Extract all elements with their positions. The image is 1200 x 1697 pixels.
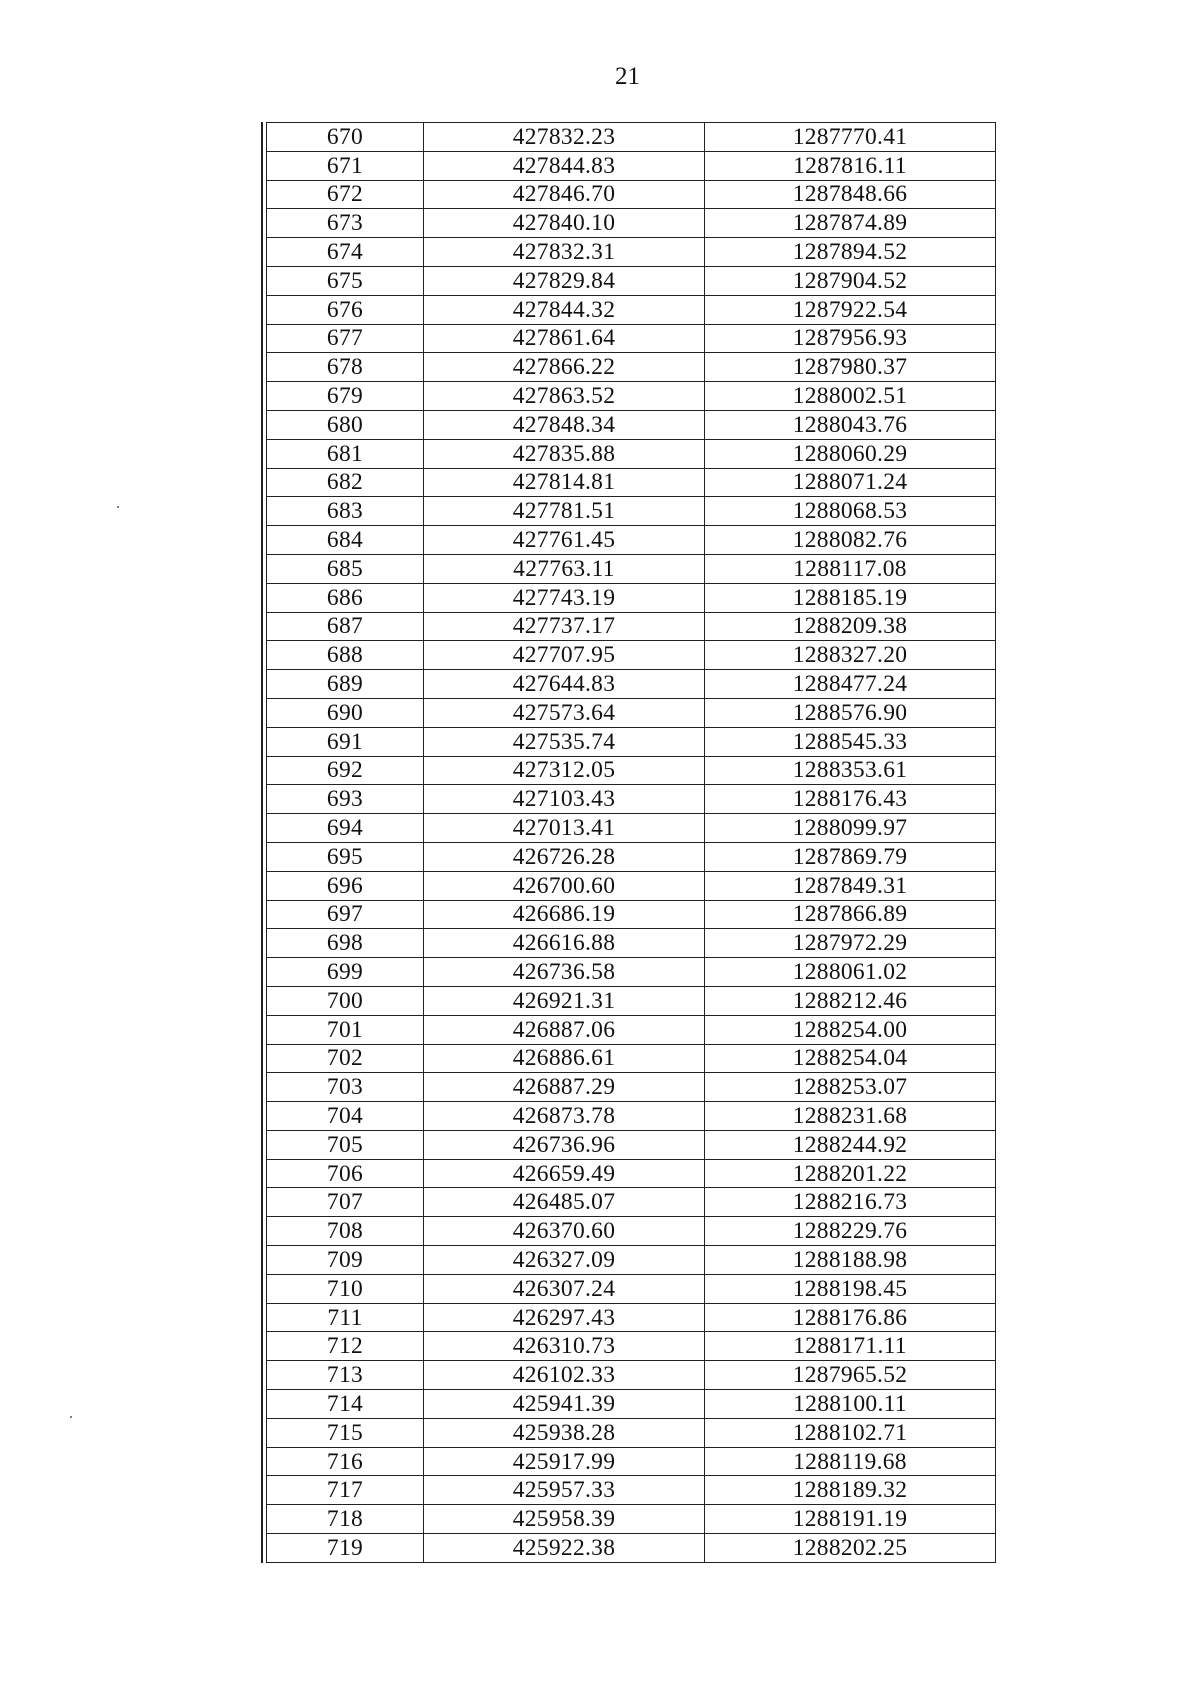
x-coordinate-cell: 426873.78	[424, 1102, 705, 1131]
x-coordinate-cell: 427861.64	[424, 324, 705, 353]
table-row	[267, 612, 996, 641]
scan-speck	[117, 506, 119, 508]
coordinates-table	[266, 122, 996, 1563]
y-coordinate-cell: 1287972.29	[705, 929, 996, 958]
point-number-cell: 673	[267, 209, 424, 238]
point-number-cell: 678	[267, 353, 424, 382]
table-row	[267, 1447, 996, 1476]
table-row	[267, 180, 996, 209]
y-coordinate-cell: 1288244.92	[705, 1130, 996, 1159]
x-coordinate-cell: 426370.60	[424, 1217, 705, 1246]
x-coordinate-cell: 425957.33	[424, 1476, 705, 1505]
point-number-cell: 706	[267, 1159, 424, 1188]
x-coordinate-cell: 426726.28	[424, 842, 705, 871]
point-number-cell: 700	[267, 986, 424, 1015]
y-coordinate-cell: 1287894.52	[705, 238, 996, 267]
y-coordinate-cell: 1288254.04	[705, 1044, 996, 1073]
point-number-cell: 692	[267, 756, 424, 785]
point-number-cell: 671	[267, 151, 424, 180]
y-coordinate-cell: 1287980.37	[705, 353, 996, 382]
table-row	[267, 814, 996, 843]
x-coordinate-cell: 425922.38	[424, 1534, 705, 1563]
y-coordinate-cell: 1287849.31	[705, 871, 996, 900]
y-coordinate-cell: 1288117.08	[705, 554, 996, 583]
table-row	[267, 1361, 996, 1390]
x-coordinate-cell: 426887.29	[424, 1073, 705, 1102]
point-number-cell: 715	[267, 1418, 424, 1447]
point-number-cell: 698	[267, 929, 424, 958]
x-coordinate-cell: 425917.99	[424, 1447, 705, 1476]
x-coordinate-cell: 427644.83	[424, 670, 705, 699]
y-coordinate-cell: 1288545.33	[705, 727, 996, 756]
x-coordinate-cell: 427863.52	[424, 382, 705, 411]
table-row	[267, 1102, 996, 1131]
table-row	[267, 468, 996, 497]
x-coordinate-cell: 427848.34	[424, 410, 705, 439]
x-coordinate-cell: 427573.64	[424, 698, 705, 727]
point-number-cell: 703	[267, 1073, 424, 1102]
x-coordinate-cell: 427832.31	[424, 238, 705, 267]
table-row	[267, 1044, 996, 1073]
point-number-cell: 685	[267, 554, 424, 583]
table-row	[267, 410, 996, 439]
x-coordinate-cell: 427013.41	[424, 814, 705, 843]
y-coordinate-cell: 1288212.46	[705, 986, 996, 1015]
table-row	[267, 986, 996, 1015]
point-number-cell: 719	[267, 1534, 424, 1563]
table-row	[267, 871, 996, 900]
x-coordinate-cell: 427763.11	[424, 554, 705, 583]
table-row	[267, 497, 996, 526]
table-row	[267, 1015, 996, 1044]
table-row	[267, 785, 996, 814]
y-coordinate-cell: 1287922.54	[705, 295, 996, 324]
x-coordinate-cell: 426297.43	[424, 1303, 705, 1332]
y-coordinate-cell: 1288060.29	[705, 439, 996, 468]
y-coordinate-cell: 1288119.68	[705, 1447, 996, 1476]
point-number-cell: 674	[267, 238, 424, 267]
point-number-cell: 681	[267, 439, 424, 468]
table-row	[267, 1534, 996, 1563]
x-coordinate-cell: 427761.45	[424, 526, 705, 555]
y-coordinate-cell: 1288102.71	[705, 1418, 996, 1447]
point-number-cell: 694	[267, 814, 424, 843]
y-coordinate-cell: 1287770.41	[705, 123, 996, 152]
point-number-cell: 709	[267, 1246, 424, 1275]
table-row	[267, 554, 996, 583]
x-coordinate-cell: 427737.17	[424, 612, 705, 641]
y-coordinate-cell: 1288191.19	[705, 1505, 996, 1534]
x-coordinate-cell: 426307.24	[424, 1274, 705, 1303]
y-coordinate-cell: 1287866.89	[705, 900, 996, 929]
table-row	[267, 1073, 996, 1102]
point-number-cell: 714	[267, 1390, 424, 1419]
y-coordinate-cell: 1288353.61	[705, 756, 996, 785]
y-coordinate-cell: 1288253.07	[705, 1073, 996, 1102]
table-row	[267, 1476, 996, 1505]
point-number-cell: 670	[267, 123, 424, 152]
y-coordinate-cell: 1288099.97	[705, 814, 996, 843]
x-coordinate-cell: 426700.60	[424, 871, 705, 900]
point-number-cell: 710	[267, 1274, 424, 1303]
table-row	[267, 698, 996, 727]
x-coordinate-cell: 427844.32	[424, 295, 705, 324]
x-coordinate-cell: 425941.39	[424, 1390, 705, 1419]
y-coordinate-cell: 1288189.32	[705, 1476, 996, 1505]
point-number-cell: 689	[267, 670, 424, 699]
point-number-cell: 679	[267, 382, 424, 411]
coordinates-table-body	[267, 123, 996, 1563]
table-row	[267, 641, 996, 670]
x-coordinate-cell: 426616.88	[424, 929, 705, 958]
y-coordinate-cell: 1288082.76	[705, 526, 996, 555]
x-coordinate-cell: 426921.31	[424, 986, 705, 1015]
y-coordinate-cell: 1288171.11	[705, 1332, 996, 1361]
y-coordinate-cell: 1288229.76	[705, 1217, 996, 1246]
point-number-cell: 680	[267, 410, 424, 439]
y-coordinate-cell: 1288216.73	[705, 1188, 996, 1217]
table-row	[267, 1505, 996, 1534]
y-coordinate-cell: 1288576.90	[705, 698, 996, 727]
table-row	[267, 1390, 996, 1419]
x-coordinate-cell: 427743.19	[424, 583, 705, 612]
table-row	[267, 151, 996, 180]
x-coordinate-cell: 426327.09	[424, 1246, 705, 1275]
table-row	[267, 439, 996, 468]
x-coordinate-cell: 425938.28	[424, 1418, 705, 1447]
y-coordinate-cell: 1287874.89	[705, 209, 996, 238]
point-number-cell: 693	[267, 785, 424, 814]
table-row	[267, 1303, 996, 1332]
table-row	[267, 209, 996, 238]
point-number-cell: 683	[267, 497, 424, 526]
x-coordinate-cell: 425958.39	[424, 1505, 705, 1534]
x-coordinate-cell: 427707.95	[424, 641, 705, 670]
table-row	[267, 727, 996, 756]
table-row	[267, 1217, 996, 1246]
x-coordinate-cell: 426886.61	[424, 1044, 705, 1073]
y-coordinate-cell: 1288176.43	[705, 785, 996, 814]
y-coordinate-cell: 1288068.53	[705, 497, 996, 526]
x-coordinate-cell: 426102.33	[424, 1361, 705, 1390]
point-number-cell: 717	[267, 1476, 424, 1505]
table-row	[267, 1159, 996, 1188]
table-row	[267, 353, 996, 382]
point-number-cell: 687	[267, 612, 424, 641]
x-coordinate-cell: 427814.81	[424, 468, 705, 497]
point-number-cell: 696	[267, 871, 424, 900]
y-coordinate-cell: 1288061.02	[705, 958, 996, 987]
x-coordinate-cell: 426659.49	[424, 1159, 705, 1188]
table-row	[267, 324, 996, 353]
x-coordinate-cell: 427535.74	[424, 727, 705, 756]
x-coordinate-cell: 426736.96	[424, 1130, 705, 1159]
point-number-cell: 684	[267, 526, 424, 555]
scan-speck	[70, 1416, 72, 1418]
table-row	[267, 1274, 996, 1303]
point-number-cell: 705	[267, 1130, 424, 1159]
y-coordinate-cell: 1287956.93	[705, 324, 996, 353]
point-number-cell: 708	[267, 1217, 424, 1246]
x-coordinate-cell: 427312.05	[424, 756, 705, 785]
y-coordinate-cell: 1287848.66	[705, 180, 996, 209]
x-coordinate-cell: 427829.84	[424, 266, 705, 295]
y-coordinate-cell: 1288477.24	[705, 670, 996, 699]
x-coordinate-cell: 426310.73	[424, 1332, 705, 1361]
point-number-cell: 695	[267, 842, 424, 871]
y-coordinate-cell: 1288198.45	[705, 1274, 996, 1303]
point-number-cell: 676	[267, 295, 424, 324]
point-number-cell: 707	[267, 1188, 424, 1217]
table-row	[267, 1188, 996, 1217]
point-number-cell: 697	[267, 900, 424, 929]
y-coordinate-cell: 1288254.00	[705, 1015, 996, 1044]
x-coordinate-cell: 426485.07	[424, 1188, 705, 1217]
table-row	[267, 238, 996, 267]
table-row	[267, 1130, 996, 1159]
y-coordinate-cell: 1288100.11	[705, 1390, 996, 1419]
y-coordinate-cell: 1288188.98	[705, 1246, 996, 1275]
point-number-cell: 716	[267, 1447, 424, 1476]
point-number-cell: 691	[267, 727, 424, 756]
point-number-cell: 675	[267, 266, 424, 295]
table-row	[267, 958, 996, 987]
table-row	[267, 295, 996, 324]
x-coordinate-cell: 426686.19	[424, 900, 705, 929]
y-coordinate-cell: 1288202.25	[705, 1534, 996, 1563]
y-coordinate-cell: 1288002.51	[705, 382, 996, 411]
point-number-cell: 672	[267, 180, 424, 209]
table-row	[267, 583, 996, 612]
x-coordinate-cell: 427781.51	[424, 497, 705, 526]
table-row	[267, 123, 996, 152]
y-coordinate-cell: 1288176.86	[705, 1303, 996, 1332]
point-number-cell: 711	[267, 1303, 424, 1332]
y-coordinate-cell: 1287816.11	[705, 151, 996, 180]
y-coordinate-cell: 1288185.19	[705, 583, 996, 612]
point-number-cell: 702	[267, 1044, 424, 1073]
x-coordinate-cell: 426736.58	[424, 958, 705, 987]
x-coordinate-cell: 427835.88	[424, 439, 705, 468]
point-number-cell: 712	[267, 1332, 424, 1361]
point-number-cell: 682	[267, 468, 424, 497]
point-number-cell: 677	[267, 324, 424, 353]
table-row	[267, 756, 996, 785]
coordinates-table-container	[261, 122, 1000, 1563]
x-coordinate-cell: 427866.22	[424, 353, 705, 382]
page-number: 21	[615, 63, 640, 90]
table-row	[267, 842, 996, 871]
table-row	[267, 929, 996, 958]
point-number-cell: 718	[267, 1505, 424, 1534]
y-coordinate-cell: 1287869.79	[705, 842, 996, 871]
point-number-cell: 688	[267, 641, 424, 670]
y-coordinate-cell: 1288327.20	[705, 641, 996, 670]
y-coordinate-cell: 1288209.38	[705, 612, 996, 641]
x-coordinate-cell: 426887.06	[424, 1015, 705, 1044]
y-coordinate-cell: 1288043.76	[705, 410, 996, 439]
y-coordinate-cell: 1288071.24	[705, 468, 996, 497]
x-coordinate-cell: 427832.23	[424, 123, 705, 152]
table-row	[267, 670, 996, 699]
x-coordinate-cell: 427846.70	[424, 180, 705, 209]
x-coordinate-cell: 427103.43	[424, 785, 705, 814]
point-number-cell: 704	[267, 1102, 424, 1131]
point-number-cell: 699	[267, 958, 424, 987]
table-row	[267, 266, 996, 295]
table-row	[267, 382, 996, 411]
y-coordinate-cell: 1288201.22	[705, 1159, 996, 1188]
table-row	[267, 1418, 996, 1447]
y-coordinate-cell: 1288231.68	[705, 1102, 996, 1131]
table-row	[267, 1246, 996, 1275]
y-coordinate-cell: 1287965.52	[705, 1361, 996, 1390]
point-number-cell: 686	[267, 583, 424, 612]
y-coordinate-cell: 1287904.52	[705, 266, 996, 295]
table-row	[267, 526, 996, 555]
table-row	[267, 900, 996, 929]
point-number-cell: 690	[267, 698, 424, 727]
point-number-cell: 713	[267, 1361, 424, 1390]
table-row	[267, 1332, 996, 1361]
x-coordinate-cell: 427844.83	[424, 151, 705, 180]
point-number-cell: 701	[267, 1015, 424, 1044]
x-coordinate-cell: 427840.10	[424, 209, 705, 238]
